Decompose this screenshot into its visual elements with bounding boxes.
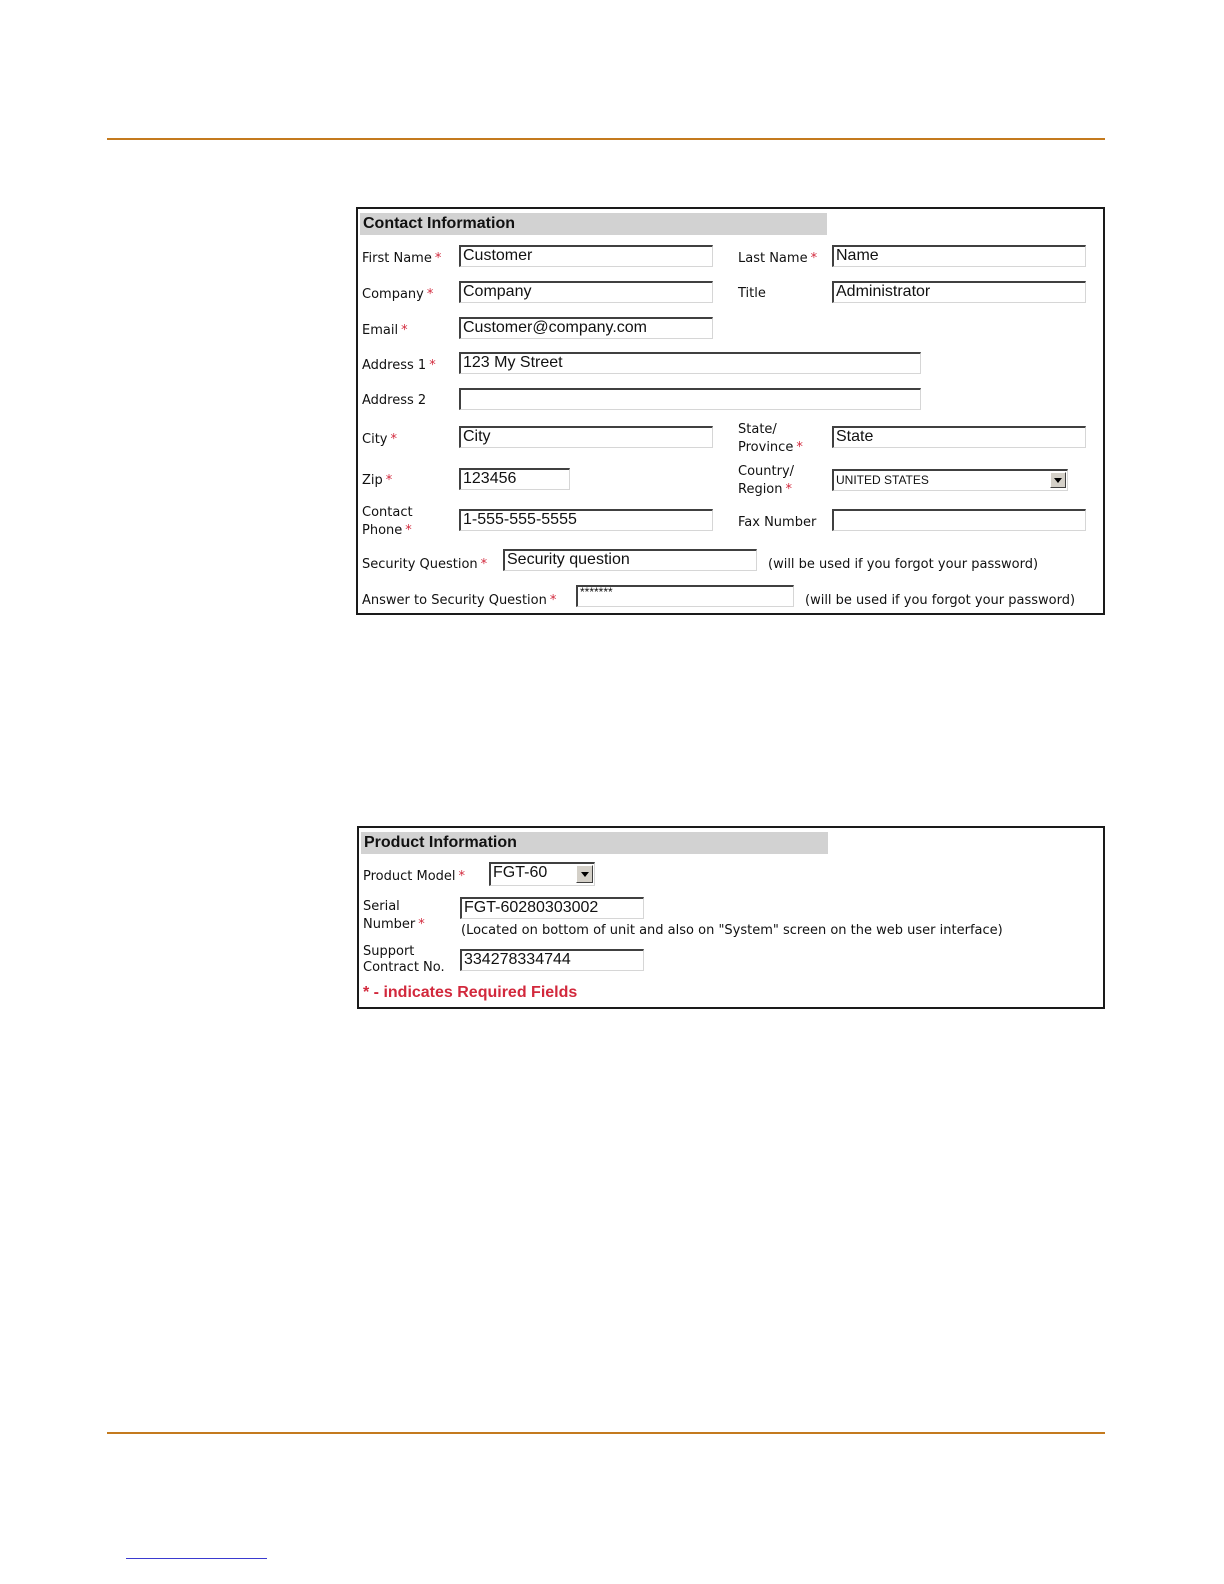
address1-label: Address 1 *	[362, 358, 436, 373]
last-name-label: Last Name *	[738, 251, 818, 266]
last-name-input[interactable]: Name	[832, 245, 1086, 267]
product-information-header: Product Information	[361, 832, 828, 854]
address2-label: Address 2	[362, 393, 427, 408]
phone-input[interactable]: 1-555-555-5555	[459, 509, 713, 531]
title-input[interactable]: Administrator	[832, 281, 1086, 303]
country-select-value: UNITED STATES	[836, 473, 929, 487]
support-contract-label: Support Contract No.	[363, 944, 445, 975]
required-marker: *	[785, 482, 793, 497]
serial-number-input[interactable]: FGT-60280303002	[460, 897, 644, 919]
support-contract-input[interactable]: 334278334744	[460, 949, 644, 971]
required-marker: *	[810, 251, 818, 266]
required-marker: *	[796, 440, 803, 455]
required-marker: *	[390, 432, 397, 447]
serial-number-note: (Located on bottom of unit and also on "System" screen on the web user interface)	[461, 923, 1003, 938]
title-label: Title	[738, 286, 766, 301]
required-marker: *	[480, 557, 488, 572]
zip-input[interactable]: 123456	[459, 468, 570, 490]
product-information-panel	[357, 826, 1105, 1009]
address2-input[interactable]	[459, 388, 921, 410]
address1-input[interactable]: 123 My Street	[459, 352, 921, 374]
city-label: City *	[362, 432, 397, 447]
footer-link-underline	[126, 1558, 267, 1559]
footer-rule	[107, 1432, 1105, 1434]
country-label: Country/ Region *	[738, 464, 795, 497]
fax-label: Fax Number	[738, 515, 817, 530]
security-question-label: Security Question *	[362, 557, 488, 572]
required-marker: *	[434, 251, 442, 266]
required-marker: *	[458, 869, 466, 884]
email-label: Email *	[362, 323, 408, 338]
required-marker: *	[401, 323, 408, 338]
chevron-down-icon[interactable]	[576, 865, 593, 883]
product-model-select[interactable]	[489, 862, 595, 886]
required-marker: *	[429, 358, 436, 373]
security-question-note: (will be used if you forgot your password)	[768, 557, 1039, 572]
serial-number-label: Serial Number *	[363, 899, 425, 932]
contact-information-header: Contact Information	[360, 213, 827, 235]
company-input[interactable]: Company	[459, 281, 713, 303]
fax-input[interactable]	[832, 509, 1086, 531]
state-label: State/ Province *	[738, 422, 803, 455]
product-model-value: FGT-60	[493, 864, 548, 881]
country-select[interactable]	[832, 469, 1068, 491]
required-fields-note: * - indicates Required Fields	[363, 984, 578, 1001]
security-answer-note: (will be used if you forgot your password)	[805, 593, 1076, 608]
contact-information-panel	[356, 207, 1105, 615]
first-name-input[interactable]: Customer	[459, 245, 713, 267]
required-marker: *	[418, 917, 425, 932]
company-label: Company *	[362, 287, 434, 302]
required-marker: *	[549, 593, 557, 608]
security-answer-input[interactable]: *******	[576, 585, 794, 607]
security-answer-label: Answer to Security Question *	[362, 593, 557, 608]
header-rule	[107, 138, 1105, 140]
email-input[interactable]: Customer@company.com	[459, 317, 713, 339]
required-marker: *	[426, 287, 434, 302]
required-marker: *	[405, 523, 412, 538]
chevron-down-icon[interactable]	[1050, 472, 1066, 488]
required-marker: *	[385, 473, 393, 488]
phone-label: Contact Phone *	[362, 505, 413, 538]
product-model-label: Product Model *	[363, 869, 466, 884]
security-question-input[interactable]: Security question	[503, 549, 757, 571]
city-input[interactable]: City	[459, 426, 713, 448]
state-input[interactable]: State	[832, 426, 1086, 448]
first-name-label: First Name *	[362, 251, 442, 266]
zip-label: Zip *	[362, 473, 393, 488]
